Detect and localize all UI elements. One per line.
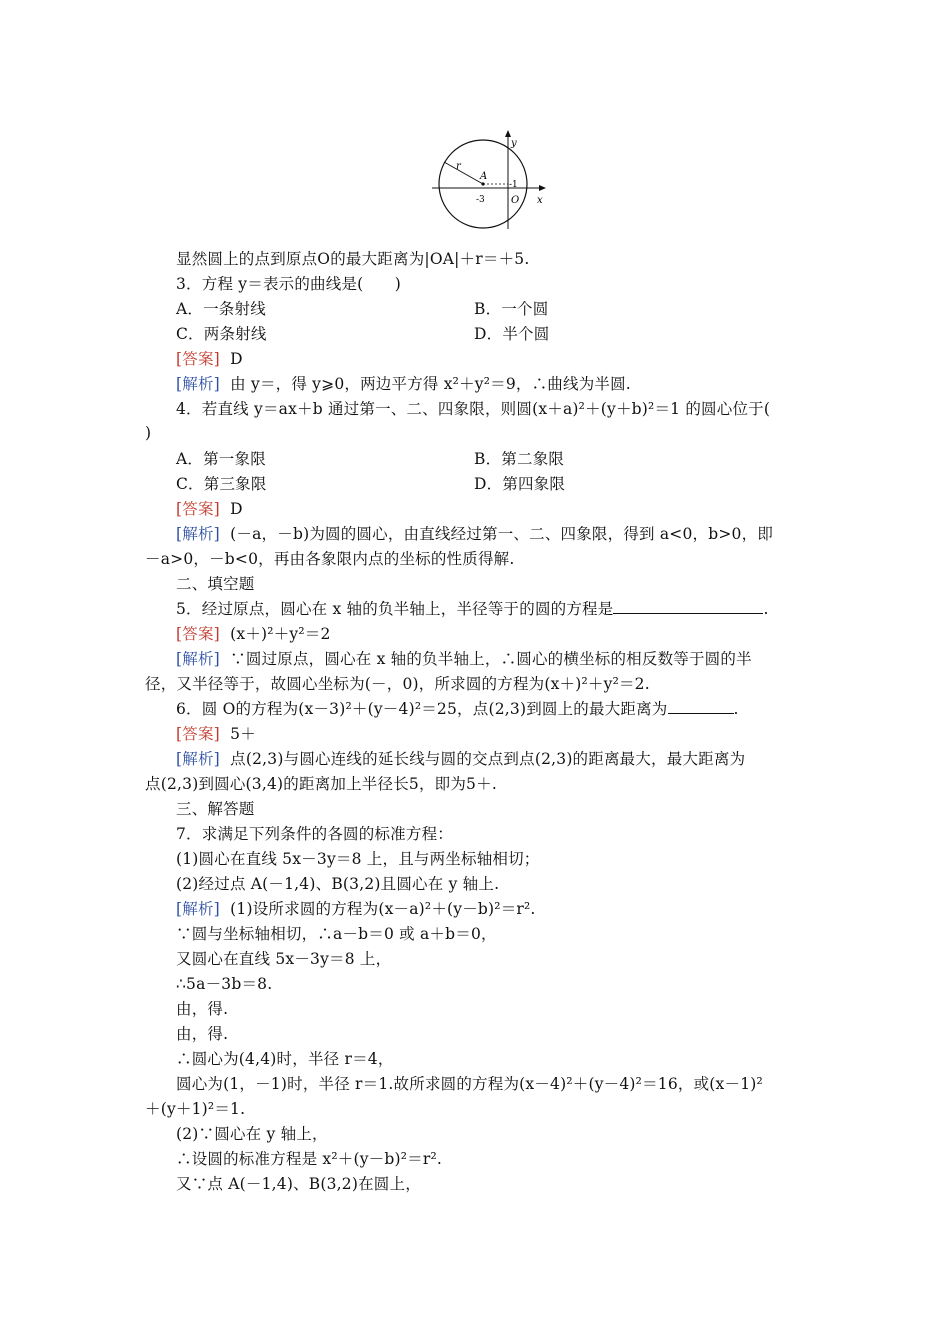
answer-line: [176, 723, 841, 745]
answer-line: [176, 348, 841, 370]
option-c: C．两条射线: [176, 325, 267, 343]
answer-line: [176, 498, 841, 520]
label-minus1: -1: [509, 180, 518, 190]
analysis-line: [176, 648, 810, 670]
answer-tag: [答案]: [176, 625, 220, 643]
question-7: 7．求满足下列条件的各圆的标准方程：: [176, 825, 453, 843]
question-6-end: .: [733, 700, 739, 718]
section-heading: 三、解答题: [176, 800, 255, 818]
answer-tag: [答案]: [176, 725, 220, 743]
analysis-tag: [解析]: [176, 375, 220, 393]
question-6: [176, 698, 841, 720]
analysis-text: (－a，－b)为圆的圆心，由直线经过第一、二、四象限，得到 a<0，b>0，即: [230, 525, 774, 543]
analysis-text: 点(2,3)与圆心连线的延长线与圆的交点到点(2,3)的距离最大，最大距离为: [230, 750, 746, 768]
radius-line: [444, 162, 483, 184]
option-b: B．第二象限: [474, 450, 565, 468]
option-b: B．一个圆: [474, 300, 549, 318]
analysis-text: (1)设所求圆的方程为(x－a)²＋(y－b)²＝r².: [230, 900, 536, 918]
question-7-part2: (2)经过点 A(－1,4)、B(3,2)且圆心在 y 轴上.: [176, 875, 500, 893]
answer-value: D: [230, 350, 243, 368]
section-heading: 二、填空题: [176, 575, 255, 593]
circle-figure: [430, 125, 550, 233]
solution-step: 圆心为(1，－1)时，半径 r＝1.故所求圆的方程为(x－4)²＋(y－4)²＝16，或(x－1)²: [176, 1075, 763, 1093]
solution-step: ∴圆心为(4,4)时，半径 r＝4，: [176, 1050, 394, 1068]
analysis-text: 由 y＝，得 y⩾0，两边平方得 x²＋y²＝9，∴曲线为半圆.: [230, 375, 631, 393]
question-4-cont: ): [145, 424, 152, 442]
option-a: A．一条射线: [176, 300, 266, 318]
solution-step: 由，得.: [176, 1025, 229, 1043]
question-5-text: 5．经过原点，圆心在 x 轴的负半轴上，半径等于的圆的方程是: [176, 600, 614, 618]
y-axis-arrow: [505, 130, 511, 137]
answer-blank: [668, 699, 734, 714]
point-a: [481, 182, 484, 185]
option-row: [176, 298, 841, 320]
analysis-tag: [解析]: [176, 650, 220, 668]
option-d: D．半个圆: [474, 325, 550, 343]
label-x: x: [537, 195, 543, 206]
analysis-line: [176, 748, 810, 770]
circle-diagram: [430, 125, 550, 233]
solution-step: ∴5a－3b＝8.: [176, 975, 273, 993]
answer-tag: [答案]: [176, 350, 220, 368]
x-axis-arrow: [539, 185, 546, 191]
analysis-text: ∵圆过原点，圆心在 x 轴的负半轴上，∴圆心的横坐标的相反数等于圆的半: [230, 650, 752, 668]
label-y: y: [511, 138, 517, 149]
analysis-tag: [解析]: [176, 750, 220, 768]
label-r: r: [456, 161, 461, 172]
solution-step: ∵圆与坐标轴相切，∴a－b＝0 或 a＋b＝0，: [176, 925, 497, 943]
solution-step: 又圆心在直线 5x－3y＝8 上，: [176, 950, 392, 968]
option-row: [176, 323, 841, 345]
option-row: [176, 473, 841, 495]
answer-blank: [613, 599, 763, 614]
question-5: [176, 598, 841, 620]
answer-line: [176, 623, 841, 645]
analysis-tag: [解析]: [176, 900, 220, 918]
analysis-cont: －a>0，－b<0，再由各象限内点的坐标的性质得解.: [145, 550, 515, 568]
question-7-part1: (1)圆心在直线 5x－3y＝8 上，且与两坐标轴相切；: [176, 850, 540, 868]
answer-value: D: [230, 500, 243, 518]
question-3: 3．方程 y＝表示的曲线是( ): [176, 275, 402, 293]
analysis-cont: 径，又半径等于，故圆心坐标为(－，0)，所求圆的方程为(x＋)²＋y²＝2.: [145, 675, 650, 693]
question-6-text: 6．圆 O的方程为(x－3)²＋(y－4)²＝25，点(2,3)到圆上的最大距离为: [176, 700, 668, 718]
answer-value: (x＋)²＋y²＝2: [230, 625, 331, 643]
option-row: [176, 448, 841, 470]
solution-step: 又∵点 A(－1,4)、B(3,2)在圆上，: [176, 1175, 421, 1193]
label-origin: O: [511, 195, 520, 206]
analysis-line: [176, 373, 841, 395]
option-d: D．第四象限: [474, 475, 566, 493]
option-c: C．第三象限: [176, 475, 267, 493]
text-line: 显然圆上的点到原点O的最大距离为|OA|＋r＝＋5.: [176, 250, 530, 268]
analysis-line: [176, 898, 841, 920]
question-5-end: .: [763, 600, 769, 618]
analysis-cont: 点(2,3)到圆心(3,4)的距离加上半径长5，即为5＋.: [145, 775, 497, 793]
question-4: 4．若直线 y＝ax＋b 通过第一、二、四象限，则圆(x＋a)²＋(y＋b)²＝1 的圆心位于(: [176, 400, 771, 418]
analysis-line: [176, 523, 810, 545]
answer-value: 5＋: [230, 725, 256, 743]
solution-step-cont: ＋(y＋1)²＝1.: [145, 1100, 246, 1118]
analysis-tag: [解析]: [176, 525, 220, 543]
option-a: A．第一象限: [176, 450, 266, 468]
label-minus3: -3: [476, 195, 485, 205]
answer-tag: [答案]: [176, 500, 220, 518]
label-a: A: [480, 171, 488, 182]
solution-step: ∴设圆的标准方程是 x²＋(y－b)²＝r².: [176, 1150, 443, 1168]
solution-step: (2)∵圆心在 y 轴上，: [176, 1125, 328, 1143]
solution-step: 由，得.: [176, 1000, 229, 1018]
